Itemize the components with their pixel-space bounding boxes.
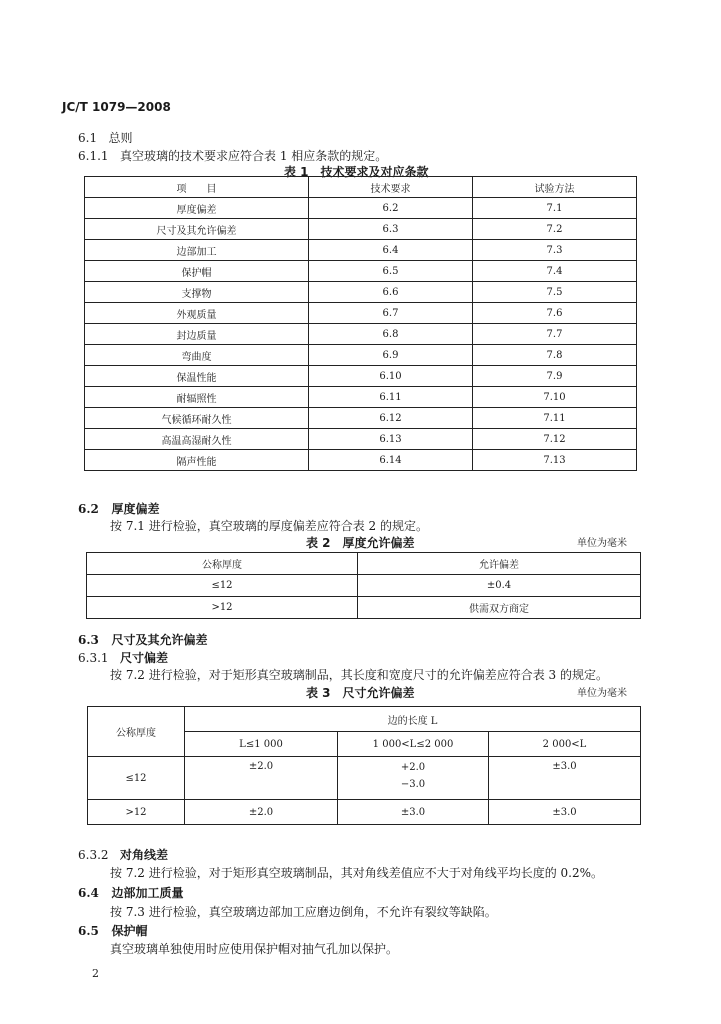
cell: 7.9	[473, 366, 637, 387]
cell: 边部加工	[85, 240, 309, 261]
table-row	[88, 757, 641, 800]
table-3-caption: 表 3 尺寸允许偏差	[306, 686, 415, 700]
cell: 6.9	[309, 345, 473, 366]
table-3-unit: 单位为毫米	[577, 688, 627, 699]
cell: ±2.0	[185, 800, 338, 825]
section-6-2-text: 按 7.1 进行检验，真空玻璃的厚度偏差应符合表 2 的规定。	[110, 519, 428, 533]
table-row	[85, 261, 637, 282]
subheader-range: 2 000<L	[489, 732, 641, 757]
cell: 6.7	[309, 303, 473, 324]
cell: ≤12	[88, 757, 185, 800]
cell: 6.8	[309, 324, 473, 345]
table-row	[85, 366, 637, 387]
section-6-5-text: 真空玻璃单独使用时应使用保护帽对抽气孔加以保护。	[110, 942, 399, 956]
table-row	[85, 303, 637, 324]
table-row	[85, 429, 637, 450]
table-1-caption: 表 1 技术要求及对应条款	[284, 165, 429, 179]
cell: 7.3	[473, 240, 637, 261]
section-number: 6.2	[78, 502, 99, 516]
cell: ±3.0	[338, 800, 489, 825]
cell: 7.4	[473, 261, 637, 282]
section-number: 6.1	[78, 131, 98, 145]
section-6-4-text: 按 7.3 进行检验，真空玻璃边部加工应磨边倒角，不允许有裂纹等缺陷。	[110, 905, 497, 919]
cell: 7.1	[473, 198, 637, 219]
section-6-1-heading	[78, 129, 133, 146]
page-number: 2	[92, 967, 99, 980]
cell: 气候循环耐久性	[85, 408, 309, 429]
table-row	[85, 345, 637, 366]
header-requirement: 技术要求	[309, 177, 473, 198]
table-header-row	[88, 707, 641, 732]
cell: 6.12	[309, 408, 473, 429]
header-tolerance: 允许偏差	[358, 553, 641, 575]
cell: 保温性能	[85, 366, 309, 387]
clause-6-3-2-heading	[78, 846, 168, 863]
cell: ±3.0	[489, 757, 641, 800]
section-title: 厚度偏差	[111, 502, 160, 516]
cell: 高温高湿耐久性	[85, 429, 309, 450]
table-row	[85, 240, 637, 261]
header-item: 项 目	[85, 177, 309, 198]
section-title: 保护帽	[111, 924, 148, 938]
cell: 保护帽	[85, 261, 309, 282]
cell: ±2.0	[185, 757, 338, 800]
cell: >12	[88, 800, 185, 825]
clause-title: 对角线差	[120, 848, 169, 862]
cell: 6.10	[309, 366, 473, 387]
cell-stacked	[338, 757, 489, 800]
cell: 尺寸及其允许偏差	[85, 219, 309, 240]
cell: 封边质量	[85, 324, 309, 345]
cell: ±3.0	[489, 800, 641, 825]
standard-number: JC/T 1079—2008	[62, 100, 171, 114]
table-row	[85, 408, 637, 429]
cell: 6.13	[309, 429, 473, 450]
clause-6-3-1-heading	[78, 649, 168, 666]
cell: 6.14	[309, 450, 473, 471]
clause-6-3-2-text: 按 7.2 进行检验，对于矩形真空玻璃制品，其对角线差值应不大于对角线平均长度的 0.2%。	[110, 866, 604, 880]
cell: 耐辐照性	[85, 387, 309, 408]
subheader-range: L≤1 000	[185, 732, 338, 757]
table-1	[84, 176, 637, 471]
table-row	[85, 387, 637, 408]
cell: 厚度偏差	[85, 198, 309, 219]
table-header-row	[87, 553, 641, 575]
clause-number: 6.3.1	[78, 651, 109, 665]
cell: 供需双方商定	[358, 597, 641, 619]
table-row	[85, 219, 637, 240]
cell: 7.11	[473, 408, 637, 429]
header-edge-length: 边的长度 L	[185, 707, 641, 732]
table-row	[85, 324, 637, 345]
cell: 7.5	[473, 282, 637, 303]
cell: 支撑物	[85, 282, 309, 303]
section-number: 6.5	[78, 924, 99, 938]
tolerance-plus: +2.0	[400, 762, 426, 773]
cell: ≤12	[87, 575, 358, 597]
header-nominal-thickness: 公称厚度	[88, 707, 185, 757]
subheader-range: 1 000<L≤2 000	[338, 732, 489, 757]
cell: ±0.4	[358, 575, 641, 597]
cell: 7.2	[473, 219, 637, 240]
cell: 6.5	[309, 261, 473, 282]
section-number: 6.4	[78, 886, 99, 900]
table-header-row	[85, 177, 637, 198]
tolerance-minus: −3.0	[400, 779, 426, 790]
cell: 7.10	[473, 387, 637, 408]
clause-6-3-1-text: 按 7.2 进行检验，对于矩形真空玻璃制品，其长度和宽度尺寸的允许偏差应符合表 3 的规定。	[110, 668, 608, 682]
clause-number: 6.1.1	[78, 149, 109, 163]
table-2	[86, 552, 641, 619]
section-number: 6.3	[78, 633, 99, 647]
table-row	[87, 575, 641, 597]
table-row	[85, 198, 637, 219]
cell: 7.7	[473, 324, 637, 345]
cell: 6.11	[309, 387, 473, 408]
table-row	[87, 597, 641, 619]
cell: 7.6	[473, 303, 637, 324]
cell: 6.2	[309, 198, 473, 219]
clause-number: 6.3.2	[78, 848, 109, 862]
clause-text: 真空玻璃的技术要求应符合表 1 相应条款的规定。	[120, 149, 388, 163]
cell: 外观质量	[85, 303, 309, 324]
header-test-method: 试验方法	[473, 177, 637, 198]
cell: 6.4	[309, 240, 473, 261]
clause-title: 尺寸偏差	[120, 651, 169, 665]
table-2-unit: 单位为毫米	[577, 538, 627, 549]
section-6-3-heading	[78, 631, 207, 648]
cell: 7.13	[473, 450, 637, 471]
section-6-2-heading	[78, 500, 159, 517]
cell: 7.12	[473, 429, 637, 450]
section-6-4-heading	[78, 884, 183, 901]
table-row	[85, 450, 637, 471]
cell: 6.6	[309, 282, 473, 303]
table-row	[85, 282, 637, 303]
clause-6-1-1	[78, 147, 387, 164]
section-title: 总则	[108, 131, 133, 145]
section-title: 边部加工质量	[111, 886, 184, 900]
cell: >12	[87, 597, 358, 619]
table-3	[87, 706, 641, 825]
section-6-5-heading	[78, 922, 147, 939]
cell: 7.8	[473, 345, 637, 366]
cell: 隔声性能	[85, 450, 309, 471]
cell: 6.3	[309, 219, 473, 240]
table-2-caption: 表 2 厚度允许偏差	[306, 536, 415, 550]
header-nominal-thickness: 公称厚度	[87, 553, 358, 575]
section-title: 尺寸及其允许偏差	[111, 633, 208, 647]
table-row	[88, 800, 641, 825]
cell: 弯曲度	[85, 345, 309, 366]
